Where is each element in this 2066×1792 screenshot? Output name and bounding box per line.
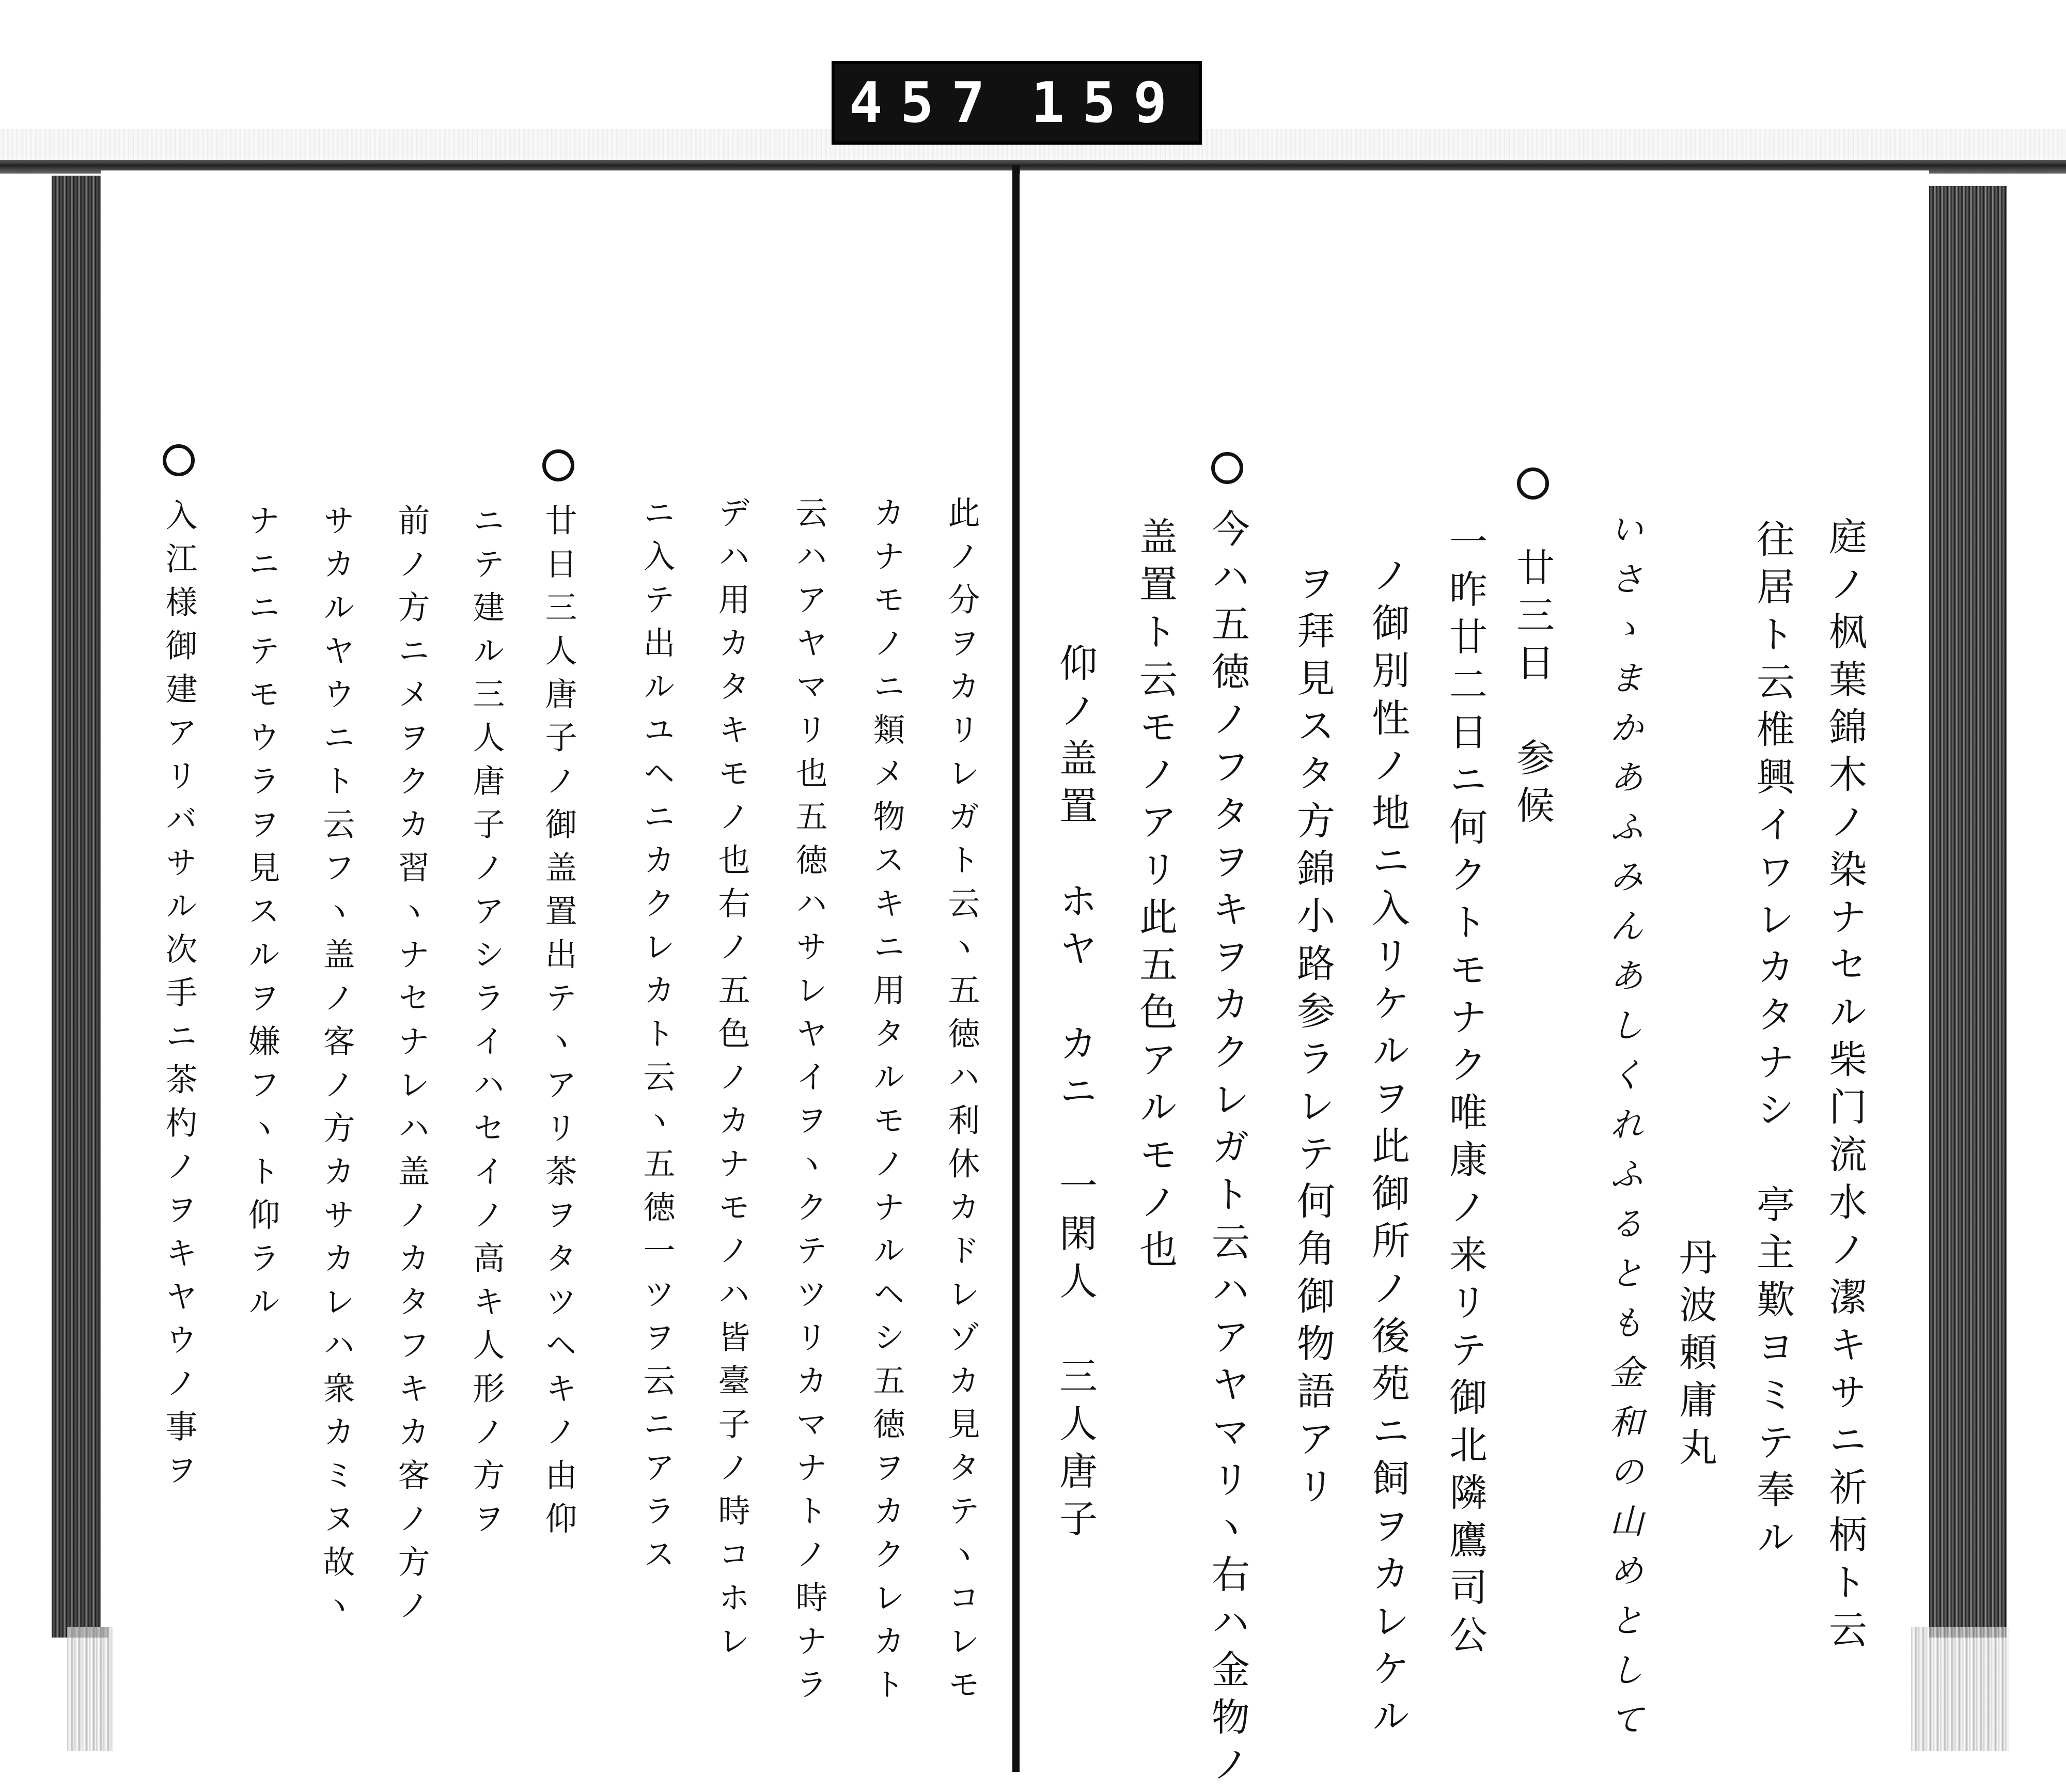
section-marker-circle [1211, 452, 1243, 484]
right-col-8: 今ハ五徳ノフタヲキヲカクレガト云ハアヤマリヽ右ハ金物ノ [1206, 509, 1250, 1792]
author-signature: 丹波頼庸丸 [1673, 1237, 1717, 1475]
left-col-8: 前ノ方ニメヲクカ習ヽナセナレハ盖ノカタフキカ客ノ方ノ [393, 504, 430, 1632]
frame-number-right: 159 [1031, 70, 1185, 135]
left-col-10: ナニニテモウラヲ見スルヲ嫌フヽト仰ラル [243, 504, 280, 1328]
book-gutter [1012, 165, 1020, 1772]
right-col-date: 廿三日 参候 [1510, 548, 1555, 833]
right-col-5: 一昨廿二日ニ何クトモナク唯康ノ来リテ御北隣鷹司公 [1443, 522, 1488, 1662]
right-col-10: 仰ノ盖置 ホヤ カニ 一閑人 三人唐子 [1053, 643, 1098, 1546]
left-col-5: ニ入テ出ルユヘニカクレカト云ヽ五徳一ツヲ云ニアラス [638, 496, 676, 1581]
section-marker-circle [1517, 468, 1549, 500]
right-col-1: 庭ノ枫葉錦木ノ染ナセル柴门流水ノ潔キサニ祈柄ト云 [1823, 517, 1867, 1657]
frame-number-left: 457 [849, 70, 1003, 135]
left-col-11: 入江様御建アリバサル次手ニ茶杓ノヲキヤウノ事ヲ [160, 498, 198, 1497]
frame-label [832, 61, 1202, 145]
left-page-edge [52, 176, 108, 1638]
left-col-7: ニテ建ル三人唐子ノアシライハセイノ高キ人形ノ方ヲ [467, 504, 505, 1545]
left-col-9: サカルヤウニト云フヽ盖ノ客ノ方カサカレハ衆カミヌ故ヽ [318, 504, 355, 1632]
right-col-6: ノ御別性ノ地ニ入リケルヲ此御所ノ後苑ニ飼ヲカレケル [1366, 555, 1410, 1743]
right-col-2: 往居ト云椎興イワレカタナシ 亭主歎ヨミテ奉ル [1750, 519, 1795, 1565]
right-col-poem: いさゝまかあふみんあしくれふるとも金和の山めとして [1604, 511, 1644, 1751]
section-marker-circle [163, 444, 195, 476]
left-col-1: 此ノ分ヲカリレガト云ヽ五徳ハ利休カドレゾカ見タテヽコレモ [943, 496, 980, 1711]
right-page-edge [1929, 186, 2007, 1638]
right-col-9: 盖置ト云モノアリ此五色アルモノ也 [1133, 517, 1178, 1277]
left-col-2: カナモノニ類メ物スキニ用タルモノナルヘシ五徳ヲカクレカト [868, 496, 905, 1711]
left-col-4: デハ用カタキモノ也右ノ五色ノカナモノハ皆臺子ノ時コホレ [713, 496, 750, 1668]
section-marker-circle [542, 449, 574, 481]
left-col-6: 廿日三人唐子ノ御盖置出テヽアリ茶ヲタツヘキノ由仰 [540, 504, 577, 1545]
left-page-tail [67, 1627, 114, 1751]
left-col-3: 云ハアヤマリ也五徳ハサレヤイヲヽクテツリカマナトノ時ナラ [790, 496, 828, 1711]
right-col-7: ヲ拜見スタ方錦小路参ラレテ何角御物語アリ [1291, 563, 1335, 1514]
right-page-tail [1911, 1627, 2009, 1751]
